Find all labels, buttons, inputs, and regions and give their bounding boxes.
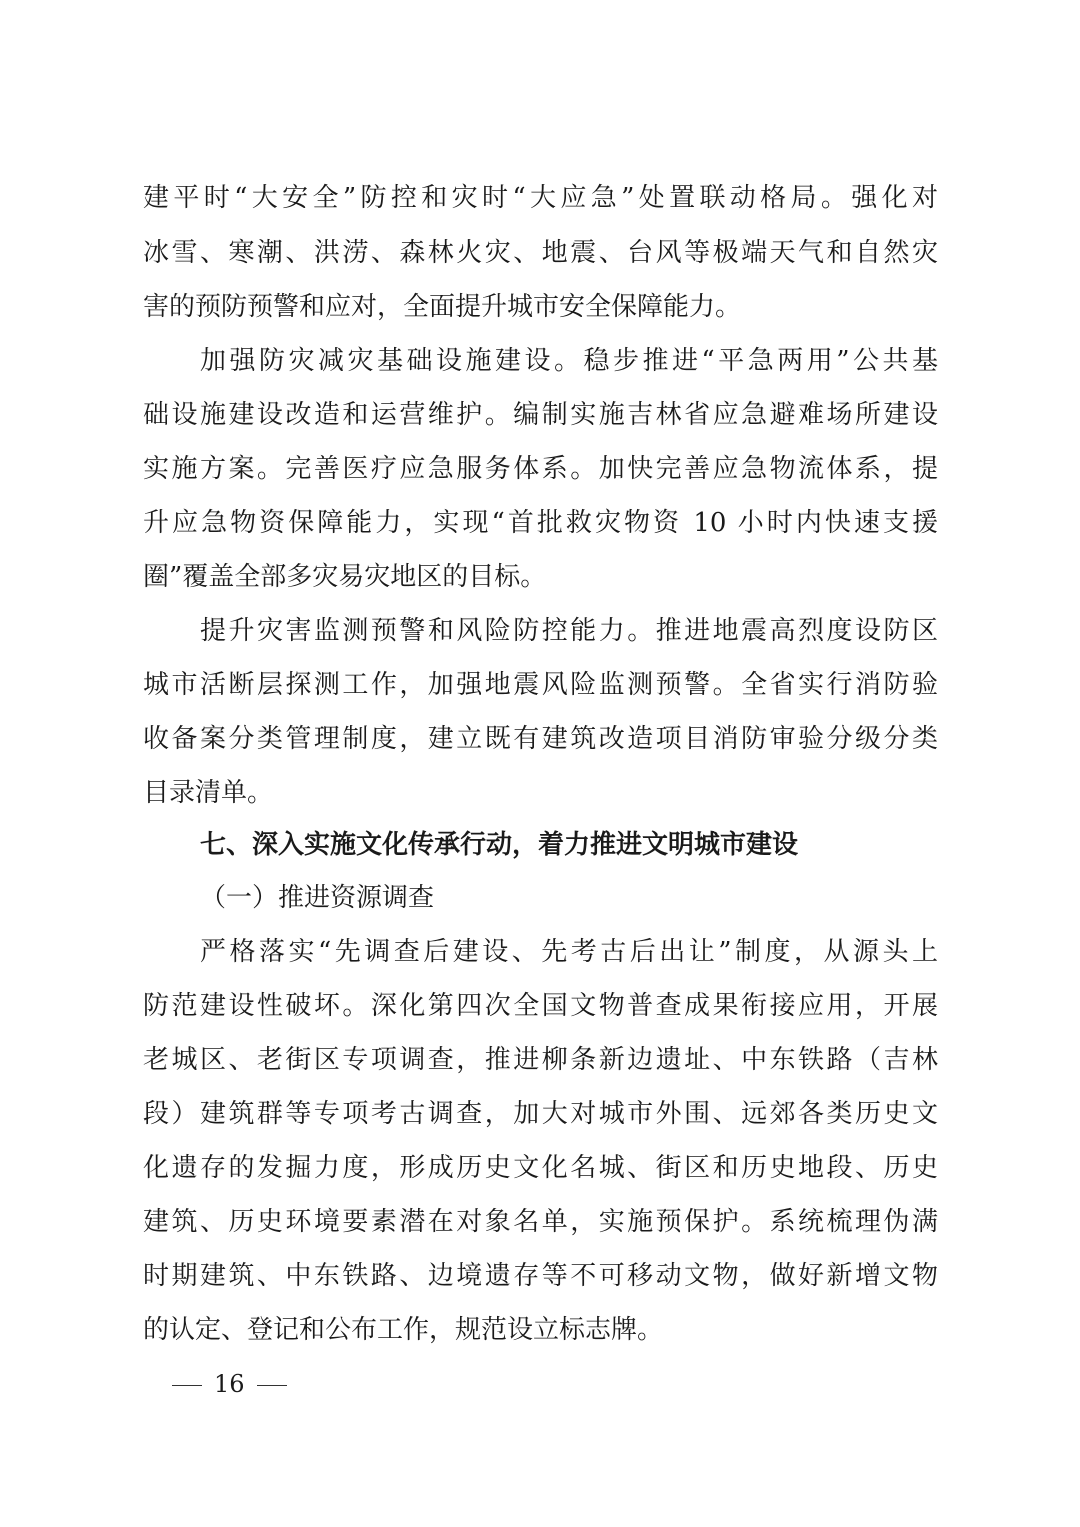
text-line: 目录清单。 xyxy=(143,778,274,808)
text-line: 化遗存的发掘力度，形成历史文化名城、街区和历史地段、历史 xyxy=(143,1153,938,1183)
text-line: 收备案分类管理制度，建立既有建筑改造项目消防审验分级分类 xyxy=(143,724,938,754)
text-line: 时期建筑、中东铁路、边境遗存等不可移动文物，做好新增文物 xyxy=(143,1261,938,1291)
text-line: 建平时“大安全”防控和灾时“大应急”处置联动格局。强化对 xyxy=(143,183,938,213)
text-line: 圈”覆盖全部多灾易灾地区的目标。 xyxy=(143,562,547,592)
page-number: 16 xyxy=(214,1370,245,1398)
text-line: 害的预防预警和应对，全面提升城市安全保障能力。 xyxy=(143,292,742,322)
text-line: 段）建筑群等专项考古调查，加大对城市外围、远郊各类历史文 xyxy=(143,1099,938,1129)
text-line: 老城区、老街区专项调查，推进柳条新边遗址、中东铁路（吉林 xyxy=(143,1045,938,1075)
text-line: 建筑、历史环境要素潜在对象名单，实施预保护。系统梳理伪满 xyxy=(143,1207,938,1237)
text-line: 防范建设性破坏。深化第四次全国文物普查成果衔接应用，开展 xyxy=(143,991,938,1021)
text-line: 冰雪、寒潮、洪涝、森林火灾、地震、台风等极端天气和自然灾 xyxy=(143,238,938,268)
text-line: 础设施建设改造和运营维护。编制实施吉林省应急避难场所建设 xyxy=(143,400,938,430)
paragraph-first-line: 严格落实“先调查后建设、先考古后出让”制度，从源头上 xyxy=(200,937,938,967)
text-line: 城市活断层探测工作，加强地震风险监测预警。全省实行消防验 xyxy=(143,670,938,700)
paragraph-first-line: 提升灾害监测预警和风险防控能力。推进地震高烈度设防区 xyxy=(200,616,938,646)
dash-left xyxy=(172,1385,202,1386)
text-line: 升应急物资保障能力，实现“首批救灾物资 10 小时内快速支援 xyxy=(143,508,938,538)
subsection-heading: （一）推进资源调查 xyxy=(200,883,435,913)
page-footer xyxy=(160,1364,299,1404)
dash-right xyxy=(257,1385,287,1386)
text-line: 的认定、登记和公布工作，规范设立标志牌。 xyxy=(143,1315,664,1345)
paragraph-first-line: 加强防灾减灾基础设施建设。稳步推进“平急两用”公共基 xyxy=(200,346,938,376)
text-line: 实施方案。完善医疗应急服务体系。加快完善应急物流体系，提 xyxy=(143,454,938,484)
section-heading: 七、深入实施文化传承行动，着力推进文明城市建设 xyxy=(200,830,799,860)
